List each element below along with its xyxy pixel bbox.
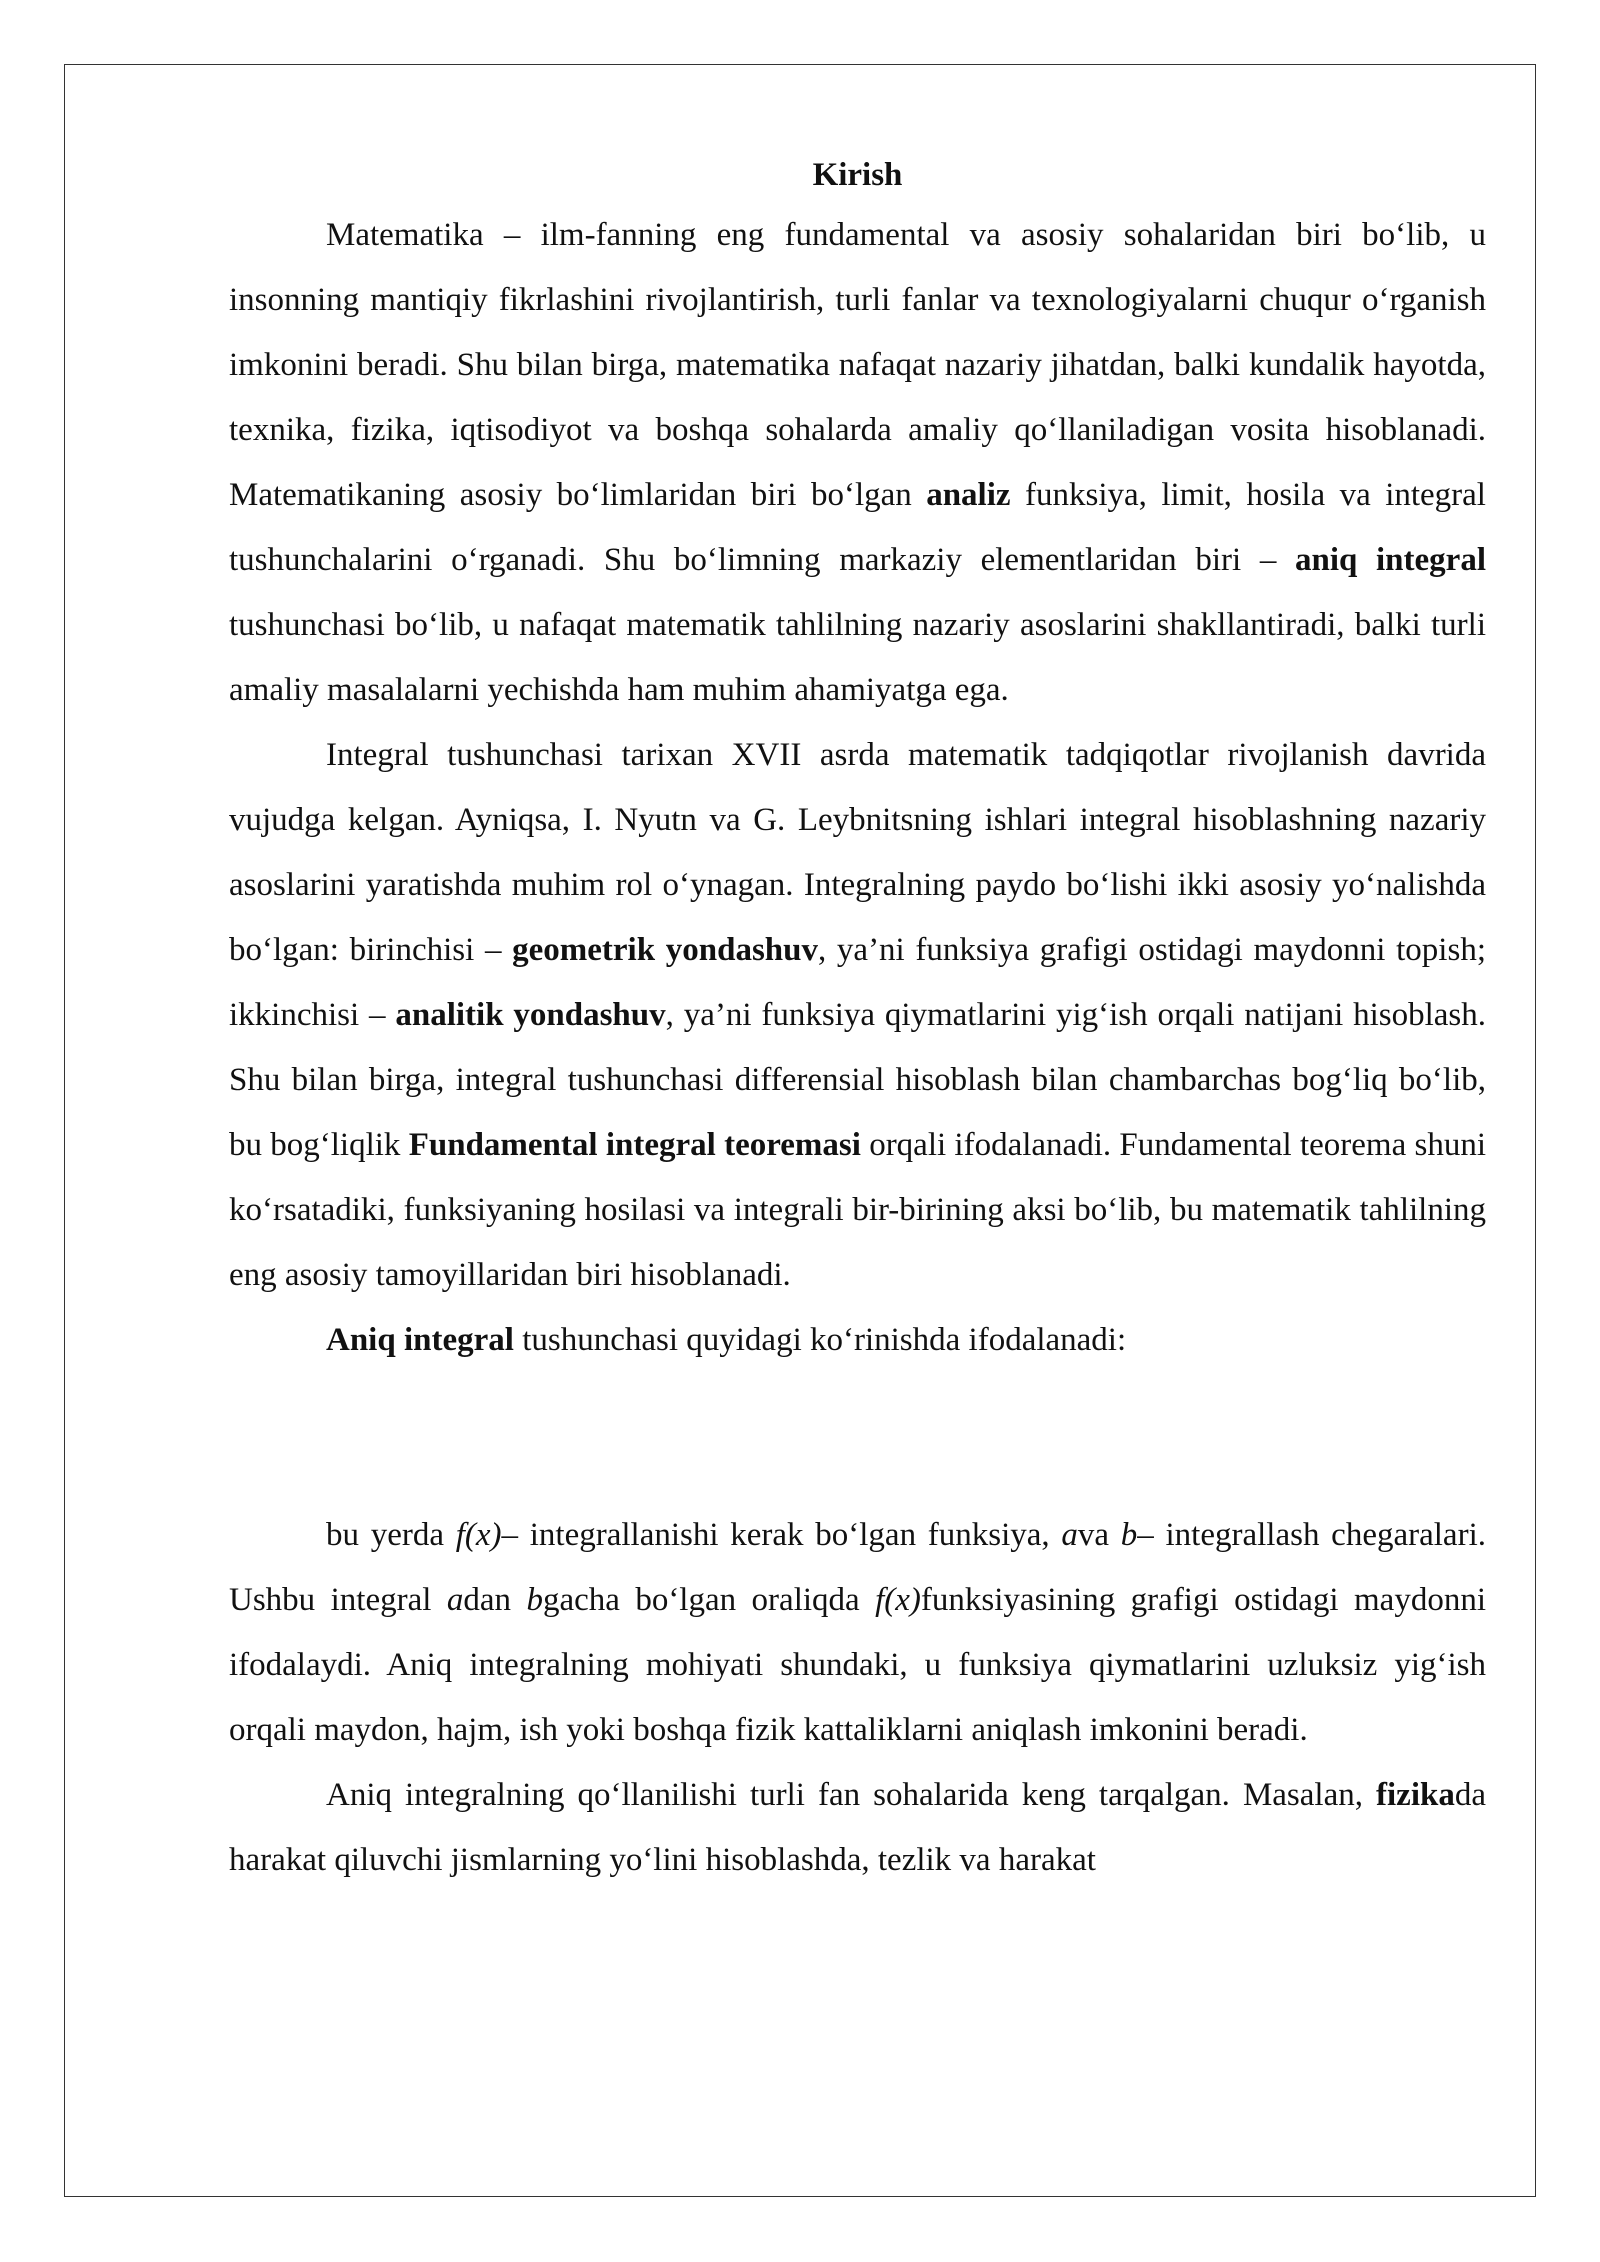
paragraph-history: Integral tushunchasi tarixan XVII asrda matematik tadqiqotlar rivojlanish davrida vujudga kelgan. Ayniqsa, I. Nyutn va G. Leybnitsning ishlari integral hisoblashning nazariy asoslarini yaratishda muhim rol o‘ynagan. Integralning paydo bo‘lishi ikki asosiy yo‘nalishda bo‘lgan: birinchisi – geometrik yondashuv, ya’ni funksiya grafigi ostidagi maydonni topish; ikkinchisi – analitik yondashuv, ya’ni funksiya qiymatlarini yig‘ish orqali natijani hisoblash. Shu bilan birga, integral tushunchasi differensial hisoblash bilan chambarchas bog‘liq bo‘lib, bu bog‘liqlik Fundamental integral teoremasi orqali ifodalanadi. Fundamental teorema shuni ko‘rsatadiki, funksiyaning hosilasi va integrali bir-birining aksi bo‘lib, bu matematik tahlilning eng asosiy tamoyillaridan biri hisoblanadi. [229, 737, 1486, 1293]
bold-term: Fundamental integral teoremasi [408, 1127, 861, 1163]
formula-placeholder [229, 1373, 1486, 1503]
math-var: b [526, 1582, 543, 1618]
math-var: f(x) [455, 1517, 502, 1553]
page-title: Kirish [812, 157, 903, 193]
bold-term: Aniq integral [326, 1322, 514, 1358]
math-var: a [446, 1582, 464, 1618]
paragraph-applications: Aniq integralning qo‘llanilishi turli fan sohalarida keng tarqalgan. Masalan, fizikada harakat qiluvchi jismlarning yo‘lini hisoblashda, tezlik va harakat [229, 1777, 1486, 1878]
bold-term: analiz [926, 477, 1011, 513]
bold-term: geometrik yondashuv [512, 932, 818, 968]
paragraph-explanation: bu yerda f(x)– integrallanishi kerak bo‘lgan funksiya, ava b– integrallash chegaralari. Ushbu integral adan bgacha bo‘lgan oraliqda f(x)funksiyasining grafigi ostidagi maydonni ifodalaydi. Aniq integralning mohiyati shundaki, u funksiya qiymatlarini uzluksiz yig‘ish orqali maydon, hajm, ish yoki boshqa fizik kattaliklarni aniqlash imkonini beradi. [229, 1517, 1486, 1748]
math-var: f(x) [875, 1582, 921, 1618]
bold-term: aniq integral [1294, 542, 1486, 578]
bold-term: analitik yondashuv [395, 997, 666, 1033]
document-body [229, 148, 1486, 1893]
math-var: b [1120, 1517, 1138, 1553]
math-var: a [1061, 1517, 1078, 1553]
bold-term: fizika [1376, 1777, 1455, 1813]
paragraph-intro: Matematika – ilm-fanning eng fundamental va asosiy sohalaridan biri bo‘lib, u insonning mantiqiy fikrlashini rivojlantirish, turli fanlar va texnologiyalarni chuqur o‘rganish imkonini beradi. Shu bilan birga, matematika nafaqat nazariy jihatdan, balki kundalik hayotda, texnika, fizika, iqtisodiyot va boshqa sohalarda amaliy qo‘llaniladigan vosita hisoblanadi. Matematikaning asosiy bo‘limlaridan biri bo‘lgan analiz funksiya, limit, hosila va integral tushunchalarini o‘rganadi. Shu bo‘limning markaziy elementlaridan biri – aniq integral tushunchasi bo‘lib, u nafaqat matematik tahlilning nazariy asoslarini shakllantiradi, balki turli amaliy masalalarni yechishda ham muhim ahamiyatga ega. [229, 217, 1486, 708]
paragraph-definition-intro: Aniq integral tushunchasi quyidagi ko‘rinishda ifodalanadi: [326, 1322, 1127, 1358]
